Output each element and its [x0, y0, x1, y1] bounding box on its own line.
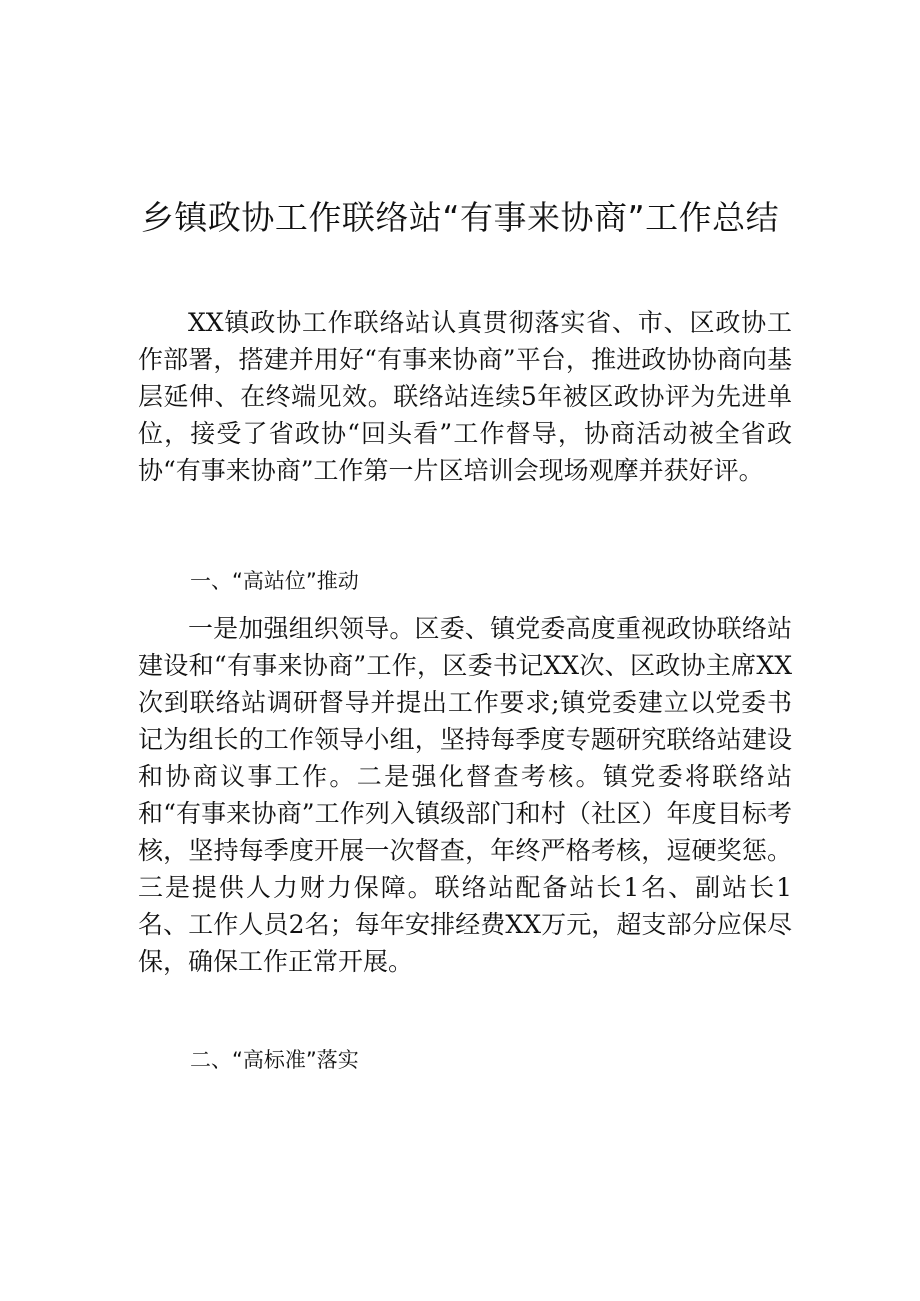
intro-paragraph: XX镇政协工作联络站认真贯彻落实省、市、区政协工作部署，搭建并用好“有事来协商”平台，推进政协协商向基层延伸、在终端见效。联络站连续5年被区政协评为先进单位，接受了省政协“回头看”工作督导，协商活动被全省政协“有事来协商”工作第一片区培训会现场观摩并获好评。: [138, 308, 792, 485]
document-title: 乡镇政协工作联络站“有事来协商”工作总结: [140, 198, 780, 237]
section-heading-1: 一、“高站位”推动: [190, 569, 359, 593]
section-1-paragraph: 一是加强组织领导。区委、镇党委高度重视政协联络站建设和“有事来协商”工作，区委书记XX次、区政协主席XX次到联络站调研督导并提出工作要求;镇党委建立以党委书记为组长的工作领导小组，坚持每季度专题研究联络站建设和协商议事工作。二是强化督查考核。镇党委将联络站和“有事来协商”工作列入镇级部门和村（社区）年度目标考核，坚持每季度开展一次督查，年终严格考核，逗硬奖惩。三是提供人力财力保障。联络站配备站长1名、副站长1名、工作人员2名；每年安排经费XX万元，超支部分应保尽保，确保工作正常开展。: [138, 614, 792, 976]
section-heading-2: 二、“高标准”落实: [190, 1048, 359, 1072]
